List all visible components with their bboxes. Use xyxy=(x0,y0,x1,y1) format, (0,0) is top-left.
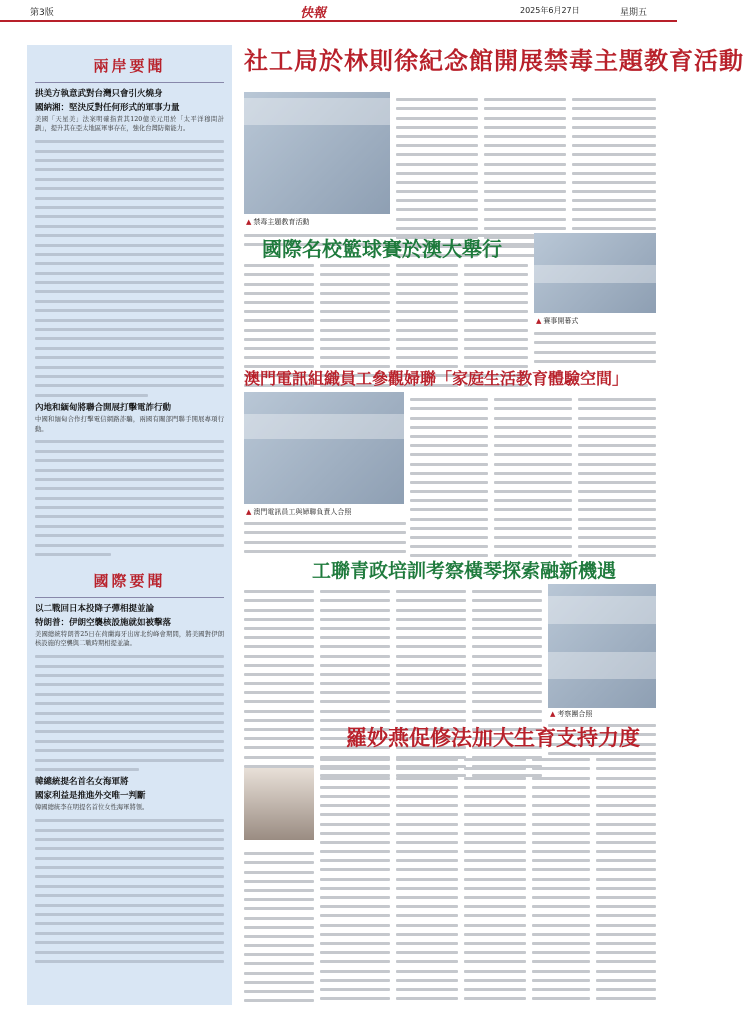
sidebar xyxy=(27,45,232,1005)
article-headline: 韓總統提名首名女海軍將 xyxy=(35,777,129,788)
masthead-logo: 快報 xyxy=(300,6,327,21)
article-3-column xyxy=(578,392,656,564)
article-3-column xyxy=(494,392,572,564)
sidebar-divider xyxy=(35,82,224,83)
article-headline: 以二戰回日本投降子彈相提並論 xyxy=(35,604,155,615)
caption-3: ▲ 澳門電訊員工與婦聯負責人合照 xyxy=(246,508,352,516)
sidebar-article xyxy=(35,604,224,771)
photo-portrait xyxy=(244,768,314,840)
sidebar-divider xyxy=(35,597,224,598)
caption-4: ▲ 考察團合照 xyxy=(550,710,593,718)
photo-basketball-ceremony xyxy=(534,233,656,313)
article-5-column xyxy=(320,752,390,1006)
issue-date: 2025年6月27日 xyxy=(520,6,580,15)
sidebar-article xyxy=(35,403,224,556)
body-text-lines xyxy=(35,819,224,963)
article-5-column xyxy=(396,752,458,1006)
article-body: 美國總統特朗普25日在荷蘭海牙出席北約峰會期間，將美國對伊朗核設施的空襲與二戰時期相提並論。 xyxy=(35,631,224,648)
page-number: 第3版 xyxy=(30,8,54,18)
article-2-column xyxy=(534,326,656,369)
body-text-lines xyxy=(35,655,224,771)
sidebar-article xyxy=(35,777,224,963)
headline-3: 澳門電訊組織員工參觀婦聯「家庭生活教育體驗空間」 xyxy=(244,369,629,388)
article-5-column xyxy=(532,752,590,1006)
sidebar-title-cross-strait: 兩岸要聞 xyxy=(93,57,166,75)
body-text-lines xyxy=(35,140,224,397)
sidebar-title-international: 國際要聞 xyxy=(93,572,166,591)
headline-5: 羅妙燕促修法加大生育支持力度 xyxy=(346,725,640,750)
caption-1: ▲ 禁毒主題教育活動 xyxy=(246,218,310,226)
caption-2: ▲ 賽事開幕式 xyxy=(536,317,579,325)
article-body: 中國和緬甸合作打擊電信網路詐騙，兩國有關部門聯手開展專項行動。 xyxy=(35,416,224,433)
photo-telecom-group xyxy=(244,392,404,504)
photo-drug-education xyxy=(244,92,390,214)
article-5-column xyxy=(244,846,314,1008)
article-subhead: 國納湘：堅決反對任何形式的軍事力量 xyxy=(35,103,180,113)
article-subhead: 國家利益是推進外交唯一判斷 xyxy=(35,791,146,802)
weekday: 星期五 xyxy=(620,8,648,18)
article-headline: 拱美方執意武對台灣只會引火燒身 xyxy=(35,89,163,99)
article-4-column xyxy=(244,584,314,783)
headline-4: 工聯青政培訓考察橫琴探索融新機遇 xyxy=(312,560,617,582)
article-headline: 內地和緬甸將聯合開展打擊電詐行動 xyxy=(35,403,172,414)
masthead xyxy=(0,0,677,22)
article-3-column xyxy=(244,516,406,559)
headline-2: 國際名校籃球賽於澳大舉行 xyxy=(262,237,502,261)
article-3-column xyxy=(410,392,488,564)
headline-1: 社工局於林則徐紀念館開展禁毒主題教育活動 xyxy=(244,46,744,75)
photo-hengqin-delegation xyxy=(548,584,656,708)
sidebar-article xyxy=(35,89,224,397)
article-body: 美國「天星美」法案明確指責其120億美元用於「太平洋穆問計劃」，提升其在亞太地區軍事存在，強化台灣防衛能力。 xyxy=(35,116,224,133)
article-body: 韓國總統李在明提名首位女性海軍將領。 xyxy=(35,804,149,812)
article-5-column xyxy=(596,752,656,1006)
article-5-column xyxy=(464,752,526,1006)
article-subhead: 特朗普：伊朗空襲核設施就如被擊落 xyxy=(35,618,172,629)
body-text-lines xyxy=(35,440,224,556)
